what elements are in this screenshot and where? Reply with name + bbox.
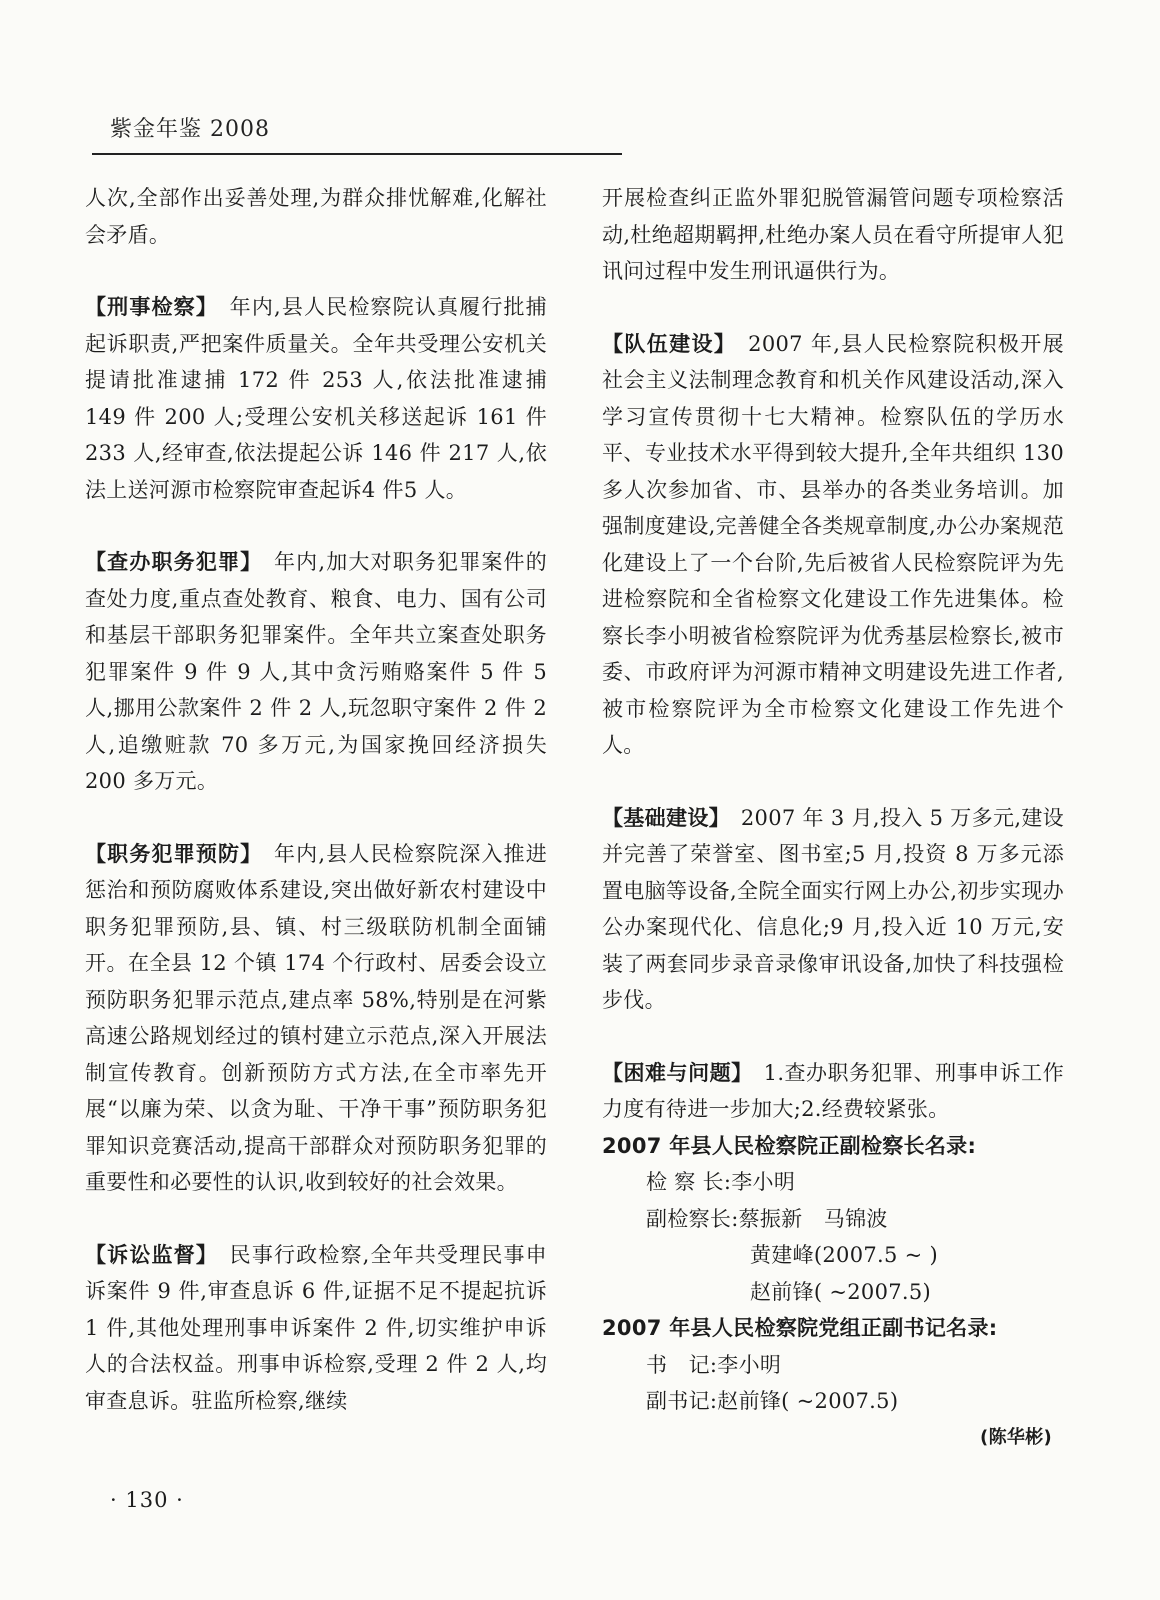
section-difficulties — [602, 1055, 1064, 1128]
prosecutor-list-title: 2007 年县人民检察院正副检察长名录: — [602, 1133, 977, 1158]
section-body: 年内,加大对职务犯罪案件的查处力度,重点查处教育、粮食、电力、国有公司和基层干部职务犯罪案件。全年共立案查处职务犯罪案件 9 件 9 人,其中贪污贿赂案件 5 件 5 人,挪用公款案件 2 件 2 人,玩忽职守案件 2 件 2 人,追缴赃款 70 多万元,为国家挽回经济损失 200 多万元。 — [85, 550, 547, 793]
party-secretary-list-title: 2007 年县人民检察院党组正副书记名录: — [602, 1316, 998, 1340]
section-litigation-supervision — [85, 1237, 547, 1420]
section-body: 民事行政检察,全年共受理民事申诉案件 9 件,审查息诉 6 件,证据不足不提起抗诉 1 件,其他处理刑事申诉案件 2 件,切实维护申诉人的合法权益。刑事申诉检察,受理 2 件 2 人,均审查息诉。驻监所检察,继续 — [85, 1242, 547, 1413]
section-heading: 【查办职务犯罪】 — [85, 550, 252, 574]
section-heading: 【刑事检察】 — [85, 295, 208, 319]
header-rule — [92, 153, 622, 155]
party-secretary-list-line: 书 记:李小明 — [646, 1352, 782, 1377]
page-number: · 130 · — [110, 1488, 184, 1512]
section-infrastructure — [602, 800, 1064, 1019]
section-heading: 【诉讼监督】 — [85, 1242, 208, 1267]
prosecutor-list-line: 黄建峰(2007.5 ~ ) — [750, 1243, 939, 1267]
party-secretary-list-line: 副书记:赵前锋( ~2007.5) — [646, 1389, 899, 1413]
author-credit: (陈华彬) — [980, 1426, 1052, 1448]
left-column — [85, 180, 547, 1419]
section-team-building — [602, 326, 1064, 764]
section-body: 1.查办职务犯罪、刑事申诉工作力度有待进一步加大;2.经费较紧张。 — [602, 1060, 1064, 1121]
prosecutor-list-line: 检 察 长:李小明 — [646, 1170, 796, 1194]
section-body: 年内,县人民检察院深入推进惩治和预防腐败体系建设,突出做好新农村建设中职务犯罪预防,县、镇、村三级联防机制全面铺开。在全县 12 个镇 174 个行政村、居委会设立预防职务犯罪示范点,建点率 58%,特别是在河紫高速公路规划经过的镇村建立示范点,深入开展法制宣传教育。创新预防方式方法,在全市率先开展“以廉为荣、以贪为耻、干净干事”预防职务犯罪知识竞赛活动,提高干部群众对预防职务犯罪的重要性和必要性的认识,收到较好的社会效果。 — [85, 841, 547, 1194]
section-duty-crime-investigation — [85, 544, 547, 800]
prosecutor-list-line: 赵前锋( ~2007.5) — [750, 1279, 932, 1304]
section-heading: 【困难与问题】 — [602, 1060, 743, 1085]
section-heading: 【职务犯罪预防】 — [85, 841, 252, 866]
section-heading: 【基础建设】 — [602, 805, 720, 830]
section-heading: 【队伍建设】 — [602, 331, 726, 356]
right-column — [602, 180, 1064, 1456]
right-intro-paragraph: 开展检查纠正监外罪犯脱管漏管问题专项检察活动,杜绝超期羁押,杜绝办案人员在看守所提审人犯讯问过程中发生刑讯逼供行为。 — [602, 186, 1064, 283]
section-criminal-procuratorate — [85, 289, 547, 508]
running-header-title: 紫金年鉴 2008 — [110, 117, 270, 142]
section-body: 年内,县人民检察院认真履行批捕起诉职责,严把案件质量关。全年共受理公安机关提请批准逮捕 172 件 253 人,依法批准逮捕 149 件 200 人;受理公安机关移送起诉 161 件 233 人,经审查,依法提起公诉 146 件 217 人,依法上送河源市检察院审查起诉4 件5 人。 — [85, 295, 547, 502]
section-duty-crime-prevention — [85, 836, 547, 1201]
left-intro-paragraph: 人次,全部作出妥善处理,为群众排忧解难,化解社会矛盾。 — [85, 186, 547, 247]
section-body: 2007 年 3 月,投入 5 万多元,建设并完善了荣誉室、图书室;5 月,投资 8 万多元添置电脑等设备,全院全面实行网上办公,初步实现办公办案现代化、信息化;9 月,投入近 10 万元,安装了两套同步录音录像审讯设备,加快了科技强检步伐。 — [602, 805, 1064, 1012]
section-body: 2007 年,县人民检察院积极开展社会主义法制理念教育和机关作风建设活动,深入学习宣传贯彻十七大精神。检察队伍的学历水平、专业技术水平得到较大提升,全年共组织 130 多人次参加省、市、县举办的各类业务培训。加强制度建设,完善健全各类规章制度,办公办案规范化建设上了一个台阶,先后被省人民检察院评为先进检察院和全省检察文化建设工作先进集体。检察长李小明被省检察院评为优秀基层检察长,被市委、市政府评为河源市精神文明建设先进工作者,被市检察院评为全市检察文化建设工作先进个人。 — [602, 331, 1064, 757]
prosecutor-list-line: 副检察长:蔡振新 马锦波 — [646, 1206, 888, 1231]
